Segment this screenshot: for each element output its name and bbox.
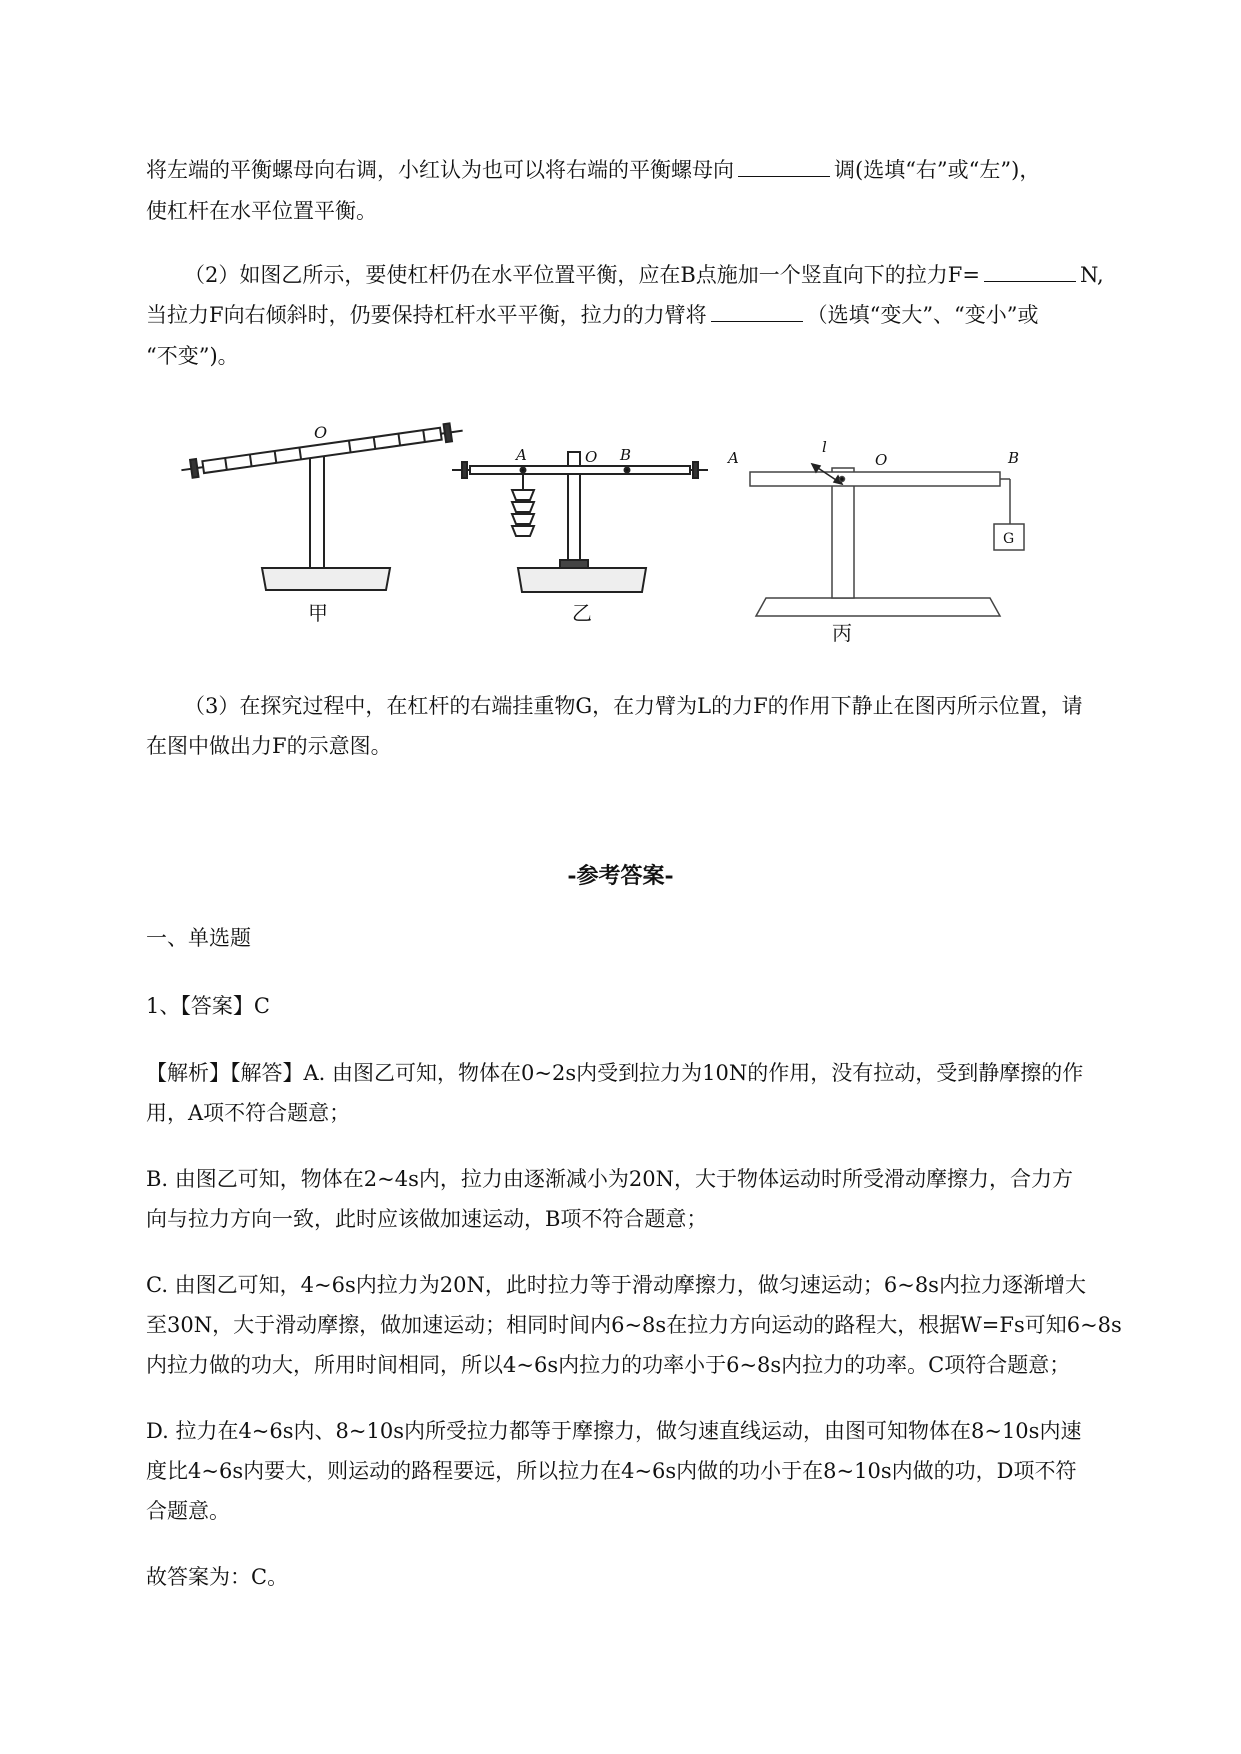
answer-item-1: 1、【答案】C	[146, 994, 270, 1018]
bing-caption: 丙	[832, 621, 852, 645]
answer-blank-3[interactable]	[711, 301, 803, 322]
answer-key-title: -参考答案-	[567, 863, 674, 889]
yi-label-a: A	[516, 446, 527, 464]
option-b-line-1: B. 由图乙可知，物体在2~4s内，拉力由逐渐减小为20N，大于物体运动时所受滑动摩擦力，合力方	[146, 1167, 1073, 1191]
question-part1-line1: 将左端的平衡螺母向右调，小红认为也可以将右端的平衡螺母向 调(选填“右”或“左”)，	[146, 158, 1041, 182]
lever-figures	[180, 420, 1060, 650]
figure-bing	[726, 438, 1024, 645]
question-part2-line3: “不变”)。	[146, 344, 239, 368]
question-part2-line1: （2）如图乙所示，要使杠杆仍在水平位置平衡，应在B点施加一个竖直向下的拉力F= N,	[184, 263, 1104, 287]
answer-blank-1[interactable]	[738, 156, 830, 177]
question-part3-line2: 在图中做出力F的示意图。	[146, 734, 392, 758]
option-d-line-1: D. 拉力在4~6s内、8~10s内所受拉力都等于摩擦力，做匀速直线运动，由图可知物体在8~10s内速	[146, 1419, 1082, 1443]
conclusion: 故答案为：C。	[146, 1565, 289, 1589]
answer-blank-2[interactable]	[984, 261, 1076, 282]
bing-label-b: B	[1008, 449, 1020, 467]
jia-caption: 甲	[308, 601, 328, 625]
yi-label-b: B	[620, 446, 632, 464]
section-heading: 一、单选题	[146, 926, 251, 950]
jia-pivot-label: O	[314, 423, 328, 442]
option-d-line-2: 度比4~6s内要大，则运动的路程要远，所以拉力在4~6s内做的功小于在8~10s内做的功，D项不符	[146, 1459, 1077, 1483]
option-c-line-3: 内拉力做的功大，所用时间相同，所以4~6s内拉力的功率小于6~8s内拉力的功率。C项符合题意；	[146, 1353, 1071, 1377]
bing-label-o: O	[875, 451, 888, 469]
bing-weight-label: G	[1003, 531, 1015, 547]
question-part2-line2: 当拉力F向右倾斜时，仍要保持杠杆水平平衡，拉力的力臂将 （选填“变大”、“变小”或	[146, 303, 1039, 327]
figure-yi	[452, 446, 708, 625]
option-c-line-2: 至30N，大于滑动摩擦，做加速运动；相同时间内6~8s在拉力方向运动的路程大，根据W=Fs可知6~8s	[146, 1313, 1122, 1337]
analysis-line-1: 【解析】【解答】A. 由图乙可知，物体在0~2s内受到拉力为10N的作用，没有拉动，受到静摩擦的作	[146, 1061, 1084, 1085]
analysis-line-2: 用，A项不符合题意；	[146, 1101, 351, 1125]
question-part1-line2: 使杠杆在水平位置平衡。	[146, 199, 377, 223]
question-part3-line1: （3）在探究过程中，在杠杆的右端挂重物G，在力臂为L的力F的作用下静止在图丙所示位置，请	[184, 694, 1083, 718]
option-b-line-2: 向与拉力方向一致，此时应该做加速运动，B项不符合题意；	[146, 1207, 708, 1231]
yi-caption: 乙	[572, 601, 592, 625]
bing-label-l: l	[822, 438, 827, 456]
bing-label-a: A	[728, 449, 739, 467]
option-d-line-3: 合题意。	[146, 1499, 230, 1523]
figure-jia	[180, 422, 464, 625]
yi-label-o: O	[585, 448, 598, 466]
option-c-line-1: C. 由图乙可知，4~6s内拉力为20N，此时拉力等于滑动摩擦力，做匀速运动；6~8s内拉力逐渐增大	[146, 1273, 1086, 1297]
